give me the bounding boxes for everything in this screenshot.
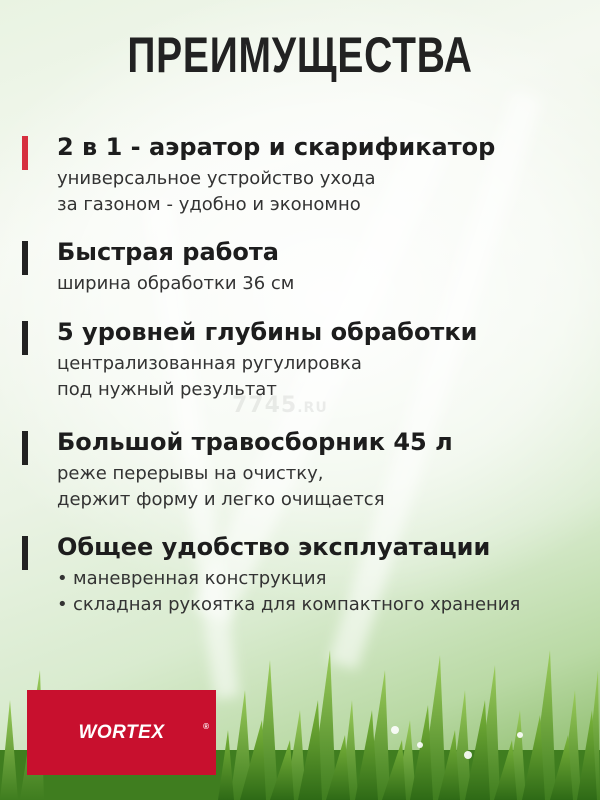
feature-line: универсальное устройство ухода — [57, 168, 376, 189]
feature-heading: 2 в 1 - аэратор и скарификатор — [57, 133, 496, 161]
feature-description — [22, 461, 592, 513]
feature-marker-bar — [22, 536, 28, 570]
feature-block-collector — [22, 425, 592, 513]
feature-line: под нужный результат — [57, 379, 277, 400]
feature-line: реже перерывы на очистку, — [57, 463, 324, 484]
feature-line: за газоном - удобно и экономно — [57, 194, 361, 215]
feature-heading: Быстрая работа — [57, 238, 279, 266]
site-watermark — [232, 393, 328, 418]
feature-bullet-item: • складная рукоятка для компактного хранения — [57, 592, 592, 618]
feature-bullet-list — [22, 566, 592, 618]
feature-description — [22, 166, 592, 218]
logo-text: WORTEX — [78, 721, 165, 743]
feature-marker-bar — [22, 321, 28, 355]
feature-heading: Общее удобство эксплуатации — [57, 533, 491, 561]
feature-block-speed — [22, 235, 592, 297]
feature-line: централизованная ругулировка — [57, 353, 362, 374]
feature-marker-bar — [22, 241, 28, 275]
feature-block-usability — [22, 530, 592, 618]
feature-line: держит форму и легко очищается — [57, 489, 385, 510]
feature-heading: Большой травосборник 45 л — [57, 428, 453, 456]
page-title: ПРЕИМУЩЕСТВА — [127, 27, 473, 83]
feature-block-depth — [22, 315, 592, 403]
feature-bullet-item: • маневренная конструкция — [57, 566, 592, 592]
feature-heading: 5 уровней глубины обработки — [57, 318, 478, 346]
feature-block-2in1 — [22, 130, 592, 218]
watermark-suffix: .RU — [297, 400, 328, 416]
feature-marker-bar — [22, 136, 28, 170]
watermark-main: 7745 — [232, 393, 298, 418]
feature-description — [22, 271, 592, 297]
feature-marker-bar — [22, 431, 28, 465]
wortex-logo — [27, 690, 216, 775]
feature-line: ширина обработки 36 см — [57, 273, 295, 294]
registered-mark: ® — [203, 722, 210, 731]
